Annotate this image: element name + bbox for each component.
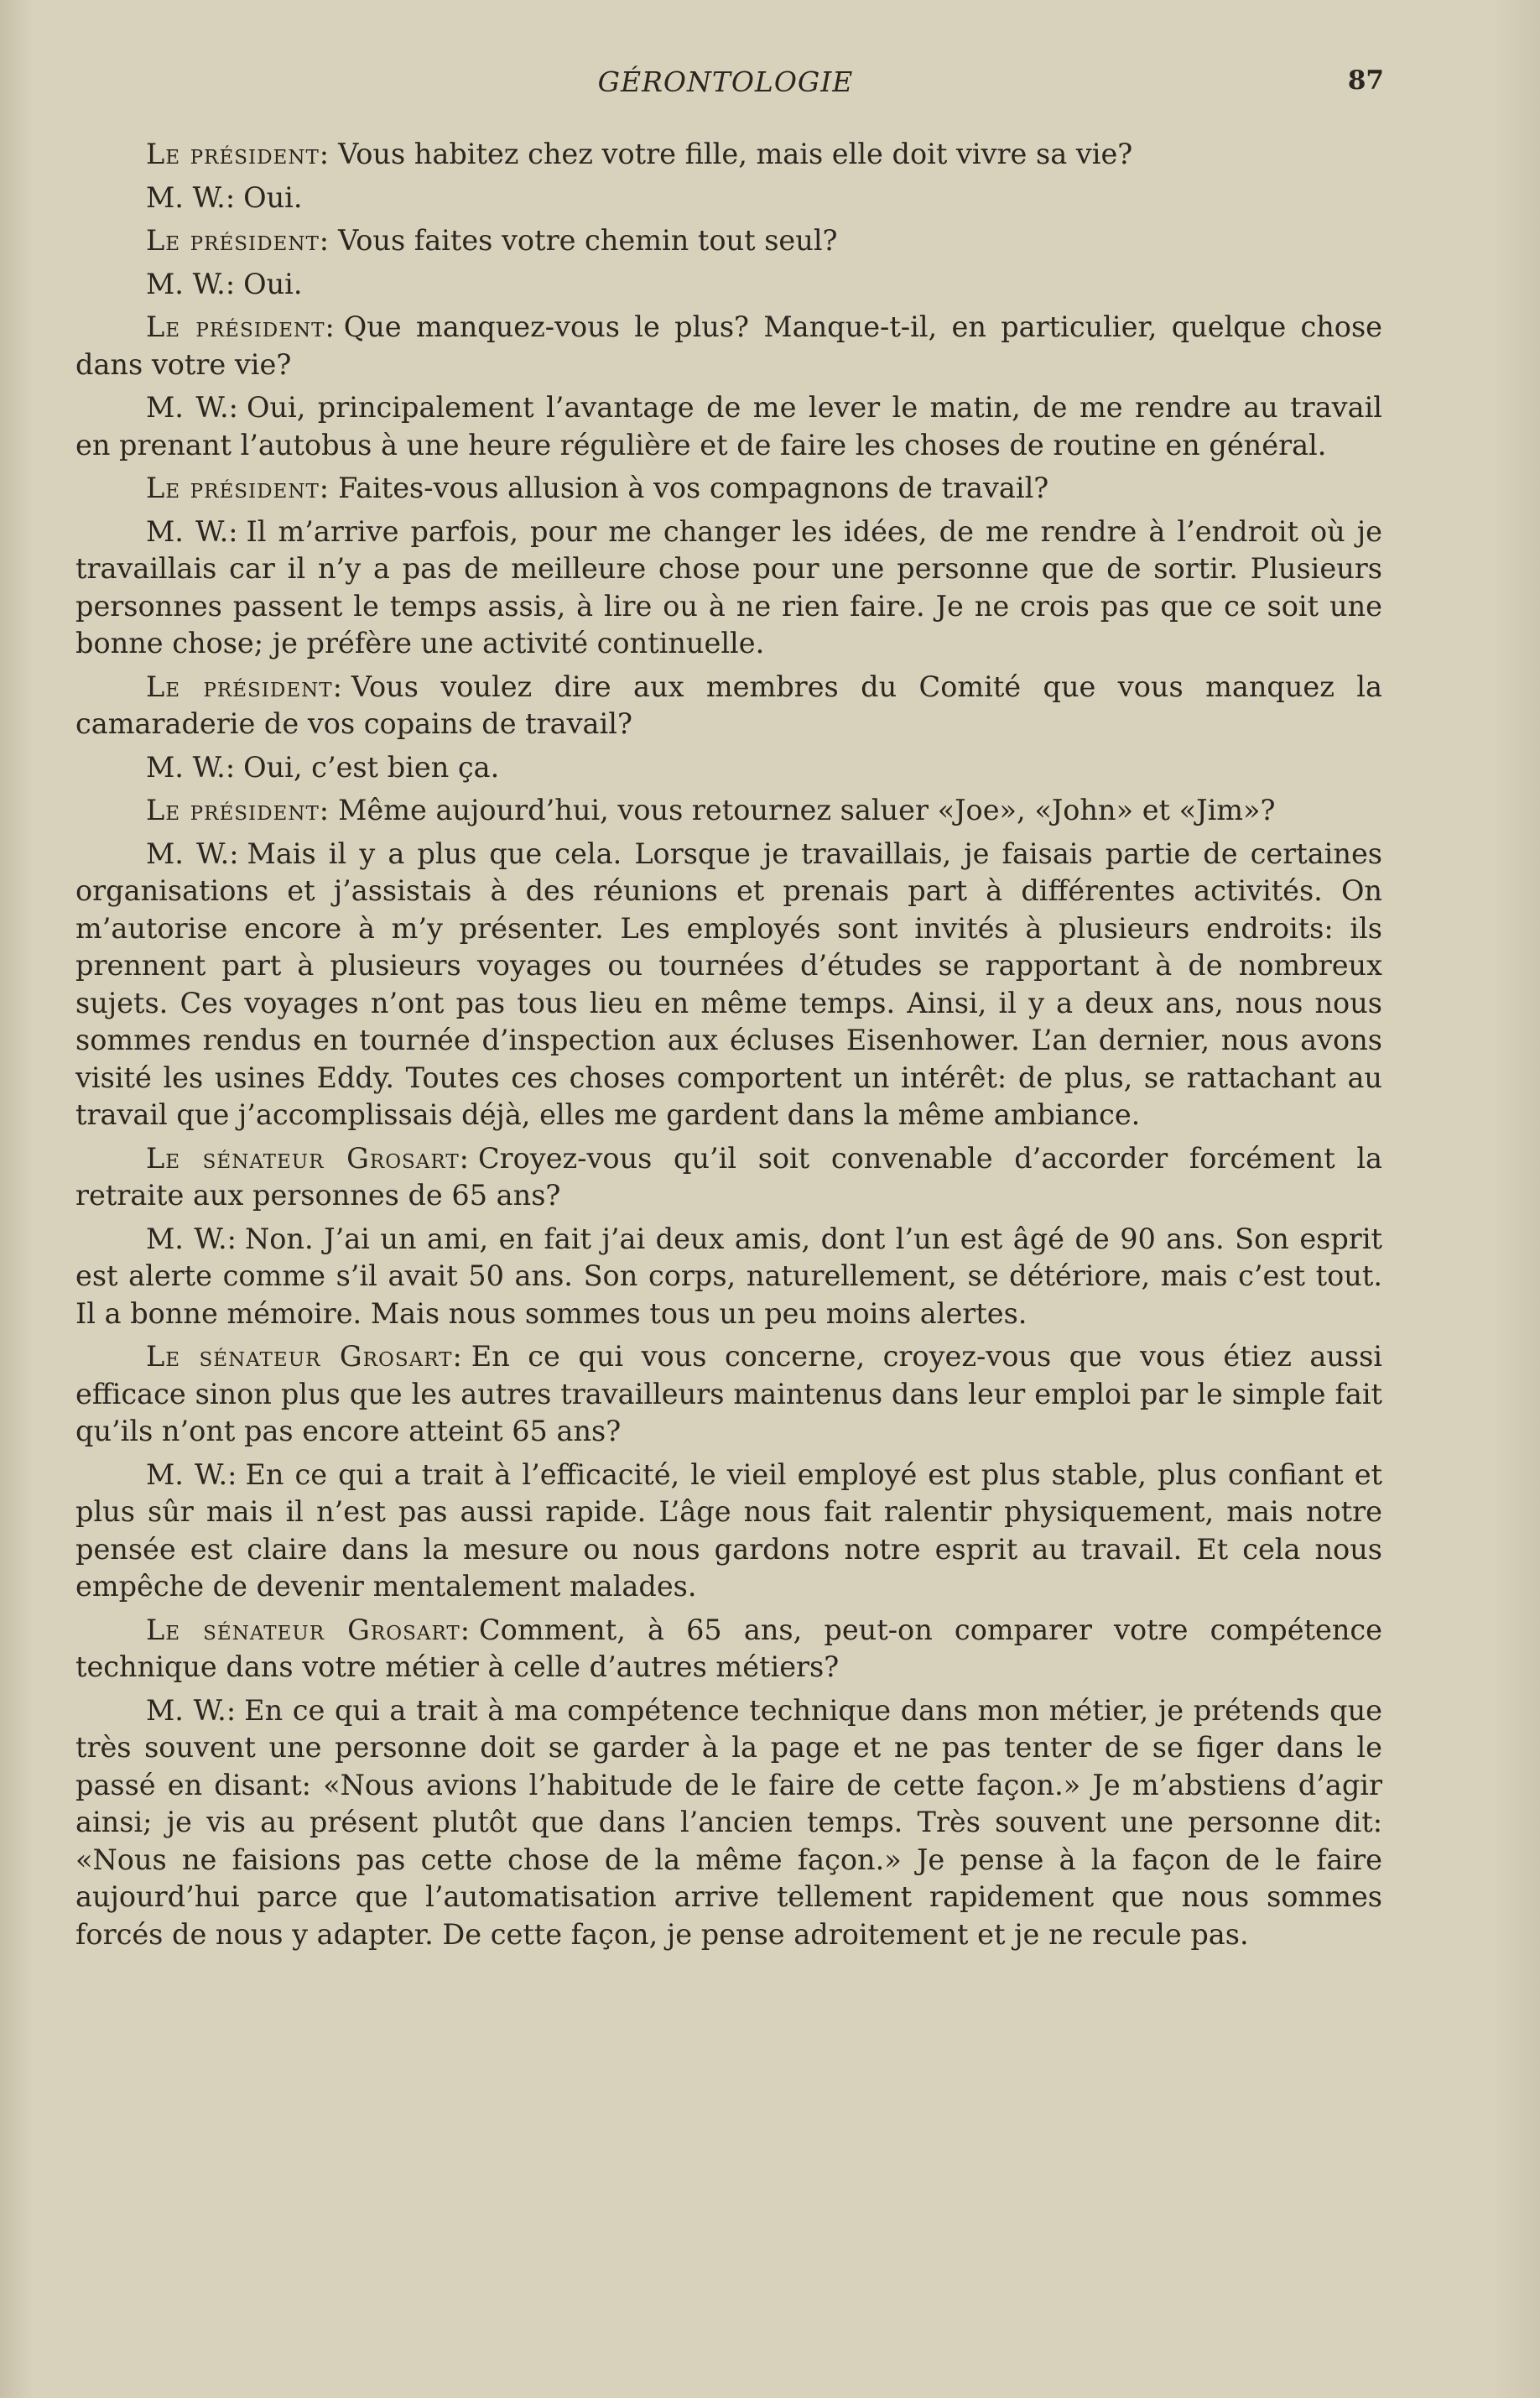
paragraph	[75, 669, 1382, 743]
page-header	[75, 65, 1384, 107]
paragraph-text: Oui.	[243, 180, 303, 214]
speaker-label: Le président:	[146, 224, 330, 257]
paragraph-text: En ce qui a trait à ma compétence technique dans mon métier, je prétends que très souvent une personne doit se garder à la page et ne pas tenter de se figer dans le passé en disant: «Nous avions l’habitude de le faire de cette façon.» Je m’abstiens d’agir ainsi; je vis au présent plutôt que dans l’ancien temps. Très souvent une personne dit: «Nous ne faisions pas cette chose de la même façon.» Je pense à la façon de le faire aujourd’hui parce que l’automatisation arrive tellement rapidement que nous sommes forcés de nous y adapter. De cette façon, je pense adroitement et je ne recule pas.	[75, 1693, 1382, 1951]
page-number: 87	[1347, 65, 1384, 96]
speaker-label: M. W.:	[146, 1457, 237, 1491]
paragraph	[75, 180, 1382, 217]
paragraph-text: En ce qui vous concerne, croyez-vous que vous étiez aussi efficace sinon plus que les autres travailleurs maintenus dans leur emploi par le simple fait qu’ils n’ont pas encore atteint 65 ans?	[75, 1340, 1383, 1447]
paragraph	[75, 1692, 1382, 1954]
paragraph	[75, 389, 1382, 464]
speaker-label: M. W.:	[146, 1693, 237, 1727]
paragraph-text: Il m’arrive parfois, pour me changer les idées, de me rendre à l’endroit où je travaillais car il n’y a pas de meilleure chose pour une personne que de sortir. Plusieurs personnes passent le temps assis, à lire ou à ne rien faire. Je ne crois pas que ce soit une bonne chose; je préfère une activité continuelle.	[75, 514, 1382, 659]
paragraph	[75, 266, 1382, 304]
paragraph	[75, 513, 1382, 663]
paragraph-text: Oui.	[243, 267, 303, 300]
paragraph	[75, 136, 1382, 174]
paragraph	[75, 309, 1382, 383]
speaker-label: Le président:	[146, 670, 343, 703]
running-title: GÉRONTOLOGIE	[597, 65, 854, 98]
speaker-label: M. W.:	[146, 1222, 237, 1255]
speaker-label: M. W.:	[146, 180, 236, 214]
speaker-label: Le président:	[146, 310, 336, 343]
paragraph-text: Même aujourd’hui, vous retournez saluer «Joe», «John» et «Jim»?	[338, 794, 1276, 826]
paragraph-text: En ce qui a trait à l’efficacité, le vieil employé est plus stable, plus confiant et plus sûr mais il n’est pas aussi rapide. L’âge nous fait ralentir physiquement, mais notre pensée est claire dans la mesure ou nous gardons notre esprit au travail. Et cela nous empêche de devenir mentalement malades.	[75, 1457, 1382, 1603]
paragraph	[75, 470, 1382, 508]
speaker-label: M. W.:	[146, 750, 236, 784]
paragraph	[75, 792, 1382, 830]
paragraph	[75, 1612, 1382, 1686]
paragraph-text: Croyez-vous qu’il soit convenable d’accorder forcément la retraite aux personnes de 65 ans?	[75, 1141, 1383, 1212]
speaker-label: Le sénateur Grosart:	[146, 1613, 471, 1646]
speaker-label: Le président:	[146, 138, 330, 170]
speaker-label: Le président:	[146, 794, 330, 826]
paragraph	[75, 749, 1382, 787]
paragraph-text: Vous habitez chez votre fille, mais elle doit vivre sa vie?	[338, 138, 1133, 170]
paragraph	[75, 1221, 1382, 1333]
paragraph-text: Non. J’ai un ami, en fait j’ai deux amis, dont l’un est âgé de 90 ans. Son esprit est alerte comme s’il avait 50 ans. Son corps, naturellement, se détériore, mais c’est tout. Il a bonne mémoire. Mais nous sommes tous un peu moins alertes.	[75, 1222, 1382, 1330]
paragraph	[75, 222, 1382, 260]
paragraph	[75, 1457, 1382, 1606]
speaker-label: M. W.:	[146, 514, 238, 548]
speaker-label: M. W.:	[146, 391, 238, 424]
paragraph-text: Mais il y a plus que cela. Lorsque je travaillais, je faisais partie de certaines organisations et j’assistais à des réunions et prenais part à différentes activités. On m’autorise encore à m’y présenter. Les employés sont invités à plusieurs endroits: ils prennent part à plusieurs voyages ou tournées d’études se rapportant à de nombreux sujets. Ces voyages n’ont pas tous lieu en même temps. Ainsi, il y a deux ans, nous nous sommes rendus en tournée d’inspection aux écluses Eisenhower. L’an dernier, nous avons visité les usines Eddy. Toutes ces choses comportent un intérêt: de plus, se rattachant au travail que j’accomplissais déjà, elles me gardent dans la même ambiance.	[75, 837, 1382, 1131]
paragraph	[75, 836, 1382, 1134]
paragraph-text: Oui, c’est bien ça.	[243, 750, 500, 784]
transcript-body	[75, 136, 1382, 1959]
paragraph-text: Oui, principalement l’avantage de me lever le matin, de me rendre au travail en prenant l’autobus à une heure régulière et de faire les choses de routine en général.	[75, 391, 1382, 461]
paragraph	[75, 1140, 1382, 1215]
paragraph-text: Vous faites votre chemin tout seul?	[338, 224, 838, 257]
speaker-label: Le sénateur Grosart:	[146, 1141, 470, 1175]
paragraph-text: Vous voulez dire aux membres du Comité que vous manquez la camaraderie de vos copains de travail?	[75, 670, 1382, 740]
paragraph	[75, 1338, 1382, 1451]
paragraph-text: Faites-vous allusion à vos compagnons de travail?	[338, 472, 1049, 504]
paragraph-text: Comment, à 65 ans, peut-on comparer votre compétence technique dans votre métier à celle d’autres métiers?	[75, 1613, 1382, 1683]
speaker-label: M. W.:	[146, 267, 236, 300]
speaker-label: Le président:	[146, 472, 330, 504]
paragraph-text: Que manquez-vous le plus? Manque-t-il, en particulier, quelque chose dans votre vie?	[75, 310, 1382, 381]
speaker-label: M. W.:	[146, 837, 239, 870]
speaker-label: Le sénateur Grosart:	[146, 1340, 463, 1373]
